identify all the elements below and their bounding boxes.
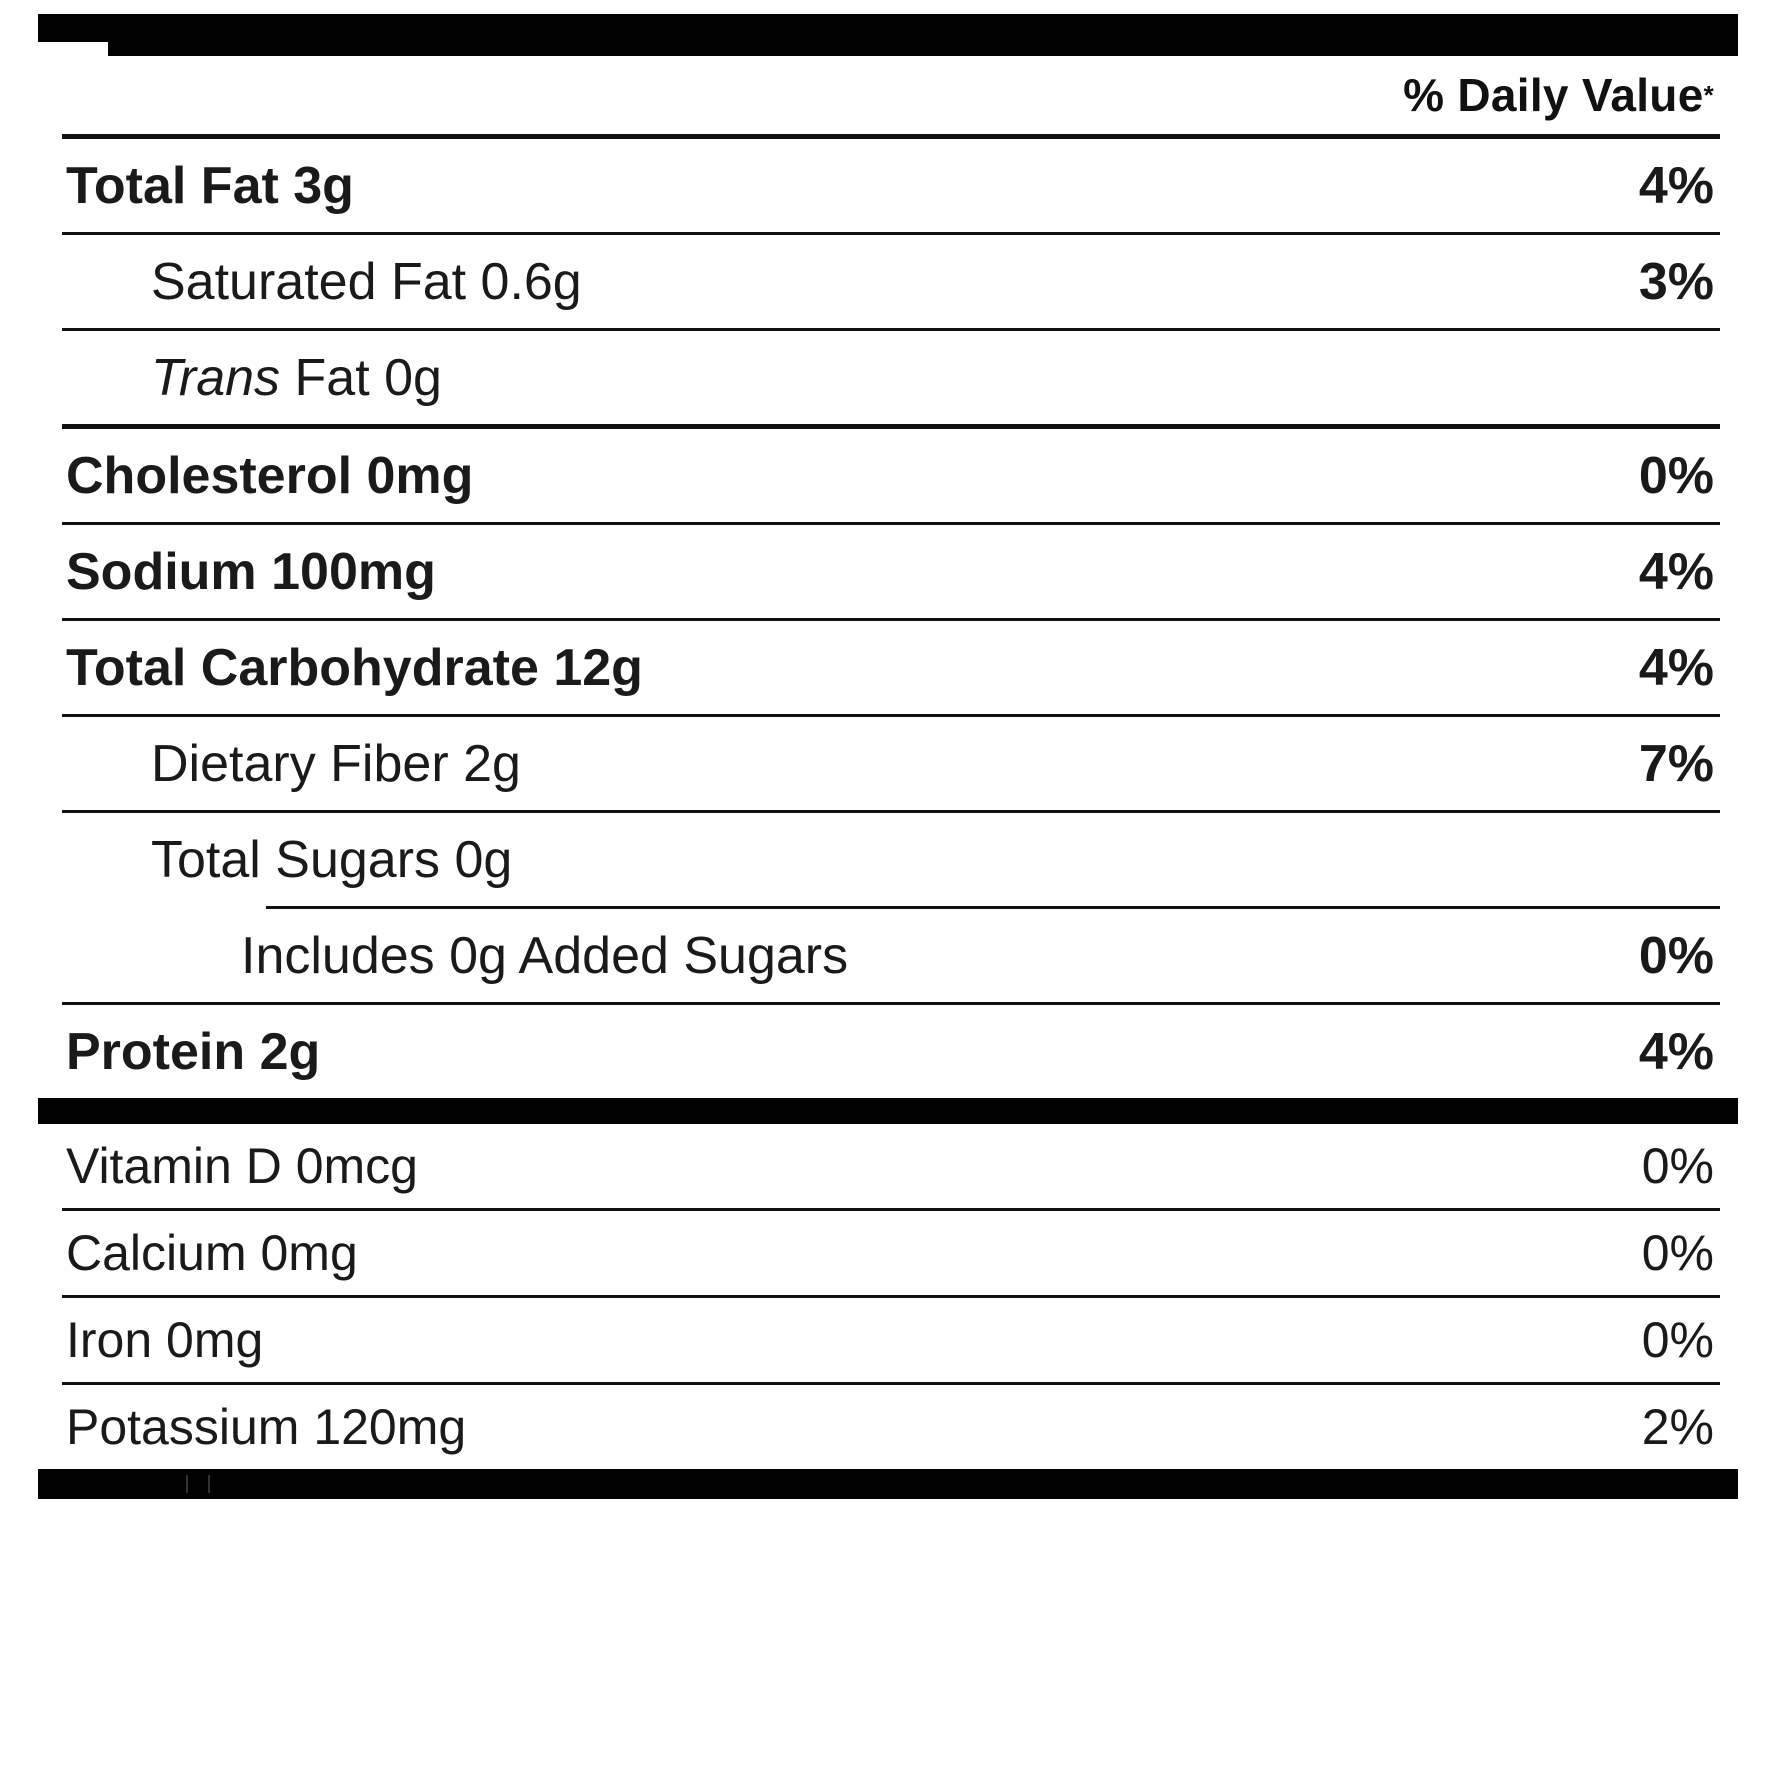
nutrient-percent: 7% — [1638, 734, 1714, 793]
vitamin-row-potassium — [56, 1385, 1728, 1469]
nutrient-name: Total Fat 3g — [66, 156, 354, 215]
vitamins-panel — [38, 1124, 1738, 1469]
nutrient-row-total-fat — [56, 139, 1728, 232]
nutrient-row-cholesterol — [56, 429, 1728, 522]
tick-mark-left — [186, 1475, 188, 1493]
nutrient-row-total-carbohydrate — [56, 621, 1728, 714]
top-black-bar — [108, 14, 1738, 56]
nutrient-row-added-sugars — [56, 909, 1728, 1002]
section-separator-bar — [38, 1098, 1738, 1124]
daily-value-header — [56, 56, 1728, 134]
nutrient-row-dietary-fiber — [56, 717, 1728, 810]
bottom-black-bar — [38, 1469, 1738, 1499]
nutrient-percent: 4% — [1638, 542, 1714, 601]
vitamin-percent: 2% — [1641, 1399, 1714, 1455]
nutrient-percent: 3% — [1638, 252, 1714, 311]
nutrient-name: Protein 2g — [66, 1022, 321, 1081]
top-left-black-block — [38, 14, 108, 42]
nutrients-panel — [38, 56, 1738, 1098]
vitamin-percent: 0% — [1641, 1138, 1714, 1194]
vitamin-name: Calcium 0mg — [66, 1225, 358, 1281]
nutrient-name-rest: Fat 0g — [280, 348, 442, 407]
vitamin-name: Potassium 120mg — [66, 1399, 467, 1455]
nutrient-row-trans-fat — [56, 331, 1728, 424]
nutrient-row-protein — [56, 1005, 1728, 1098]
vitamin-name: Iron 0mg — [66, 1312, 264, 1368]
nutrient-row-saturated-fat — [56, 235, 1728, 328]
nutrition-facts-label — [38, 14, 1738, 1499]
nutrient-name: Dietary Fiber 2g — [151, 734, 521, 793]
nutrient-name: Total Sugars 0g — [151, 830, 513, 889]
nutrient-name: Sodium 100mg — [66, 542, 436, 601]
nutrient-percent: 4% — [1638, 1022, 1714, 1081]
nutrient-name — [66, 348, 442, 408]
daily-value-marker: * — [1703, 79, 1714, 110]
nutrient-name: Cholesterol 0mg — [66, 446, 474, 505]
daily-value-header-text: % Daily Value — [1403, 69, 1704, 121]
vitamin-row-calcium — [56, 1211, 1728, 1295]
nutrient-percent: 0% — [1638, 446, 1714, 505]
vitamin-percent: 0% — [1641, 1312, 1714, 1368]
nutrient-percent: 4% — [1638, 156, 1714, 215]
vitamin-row-vitamin-d — [56, 1124, 1728, 1208]
nutrient-name-trans: Trans — [151, 348, 281, 407]
nutrient-name: Total Carbohydrate 12g — [66, 638, 643, 697]
nutrient-percent: 4% — [1638, 638, 1714, 697]
vitamin-row-iron — [56, 1298, 1728, 1382]
nutrient-name: Saturated Fat 0.6g — [151, 252, 582, 311]
vitamin-name: Vitamin D 0mcg — [66, 1138, 418, 1194]
nutrient-percent: 0% — [1638, 926, 1714, 985]
vitamin-percent: 0% — [1641, 1225, 1714, 1281]
nutrient-row-total-sugars — [56, 813, 1728, 906]
nutrient-name: Includes 0g Added Sugars — [241, 926, 849, 985]
tick-mark-right — [208, 1475, 210, 1493]
nutrient-row-sodium — [56, 525, 1728, 618]
